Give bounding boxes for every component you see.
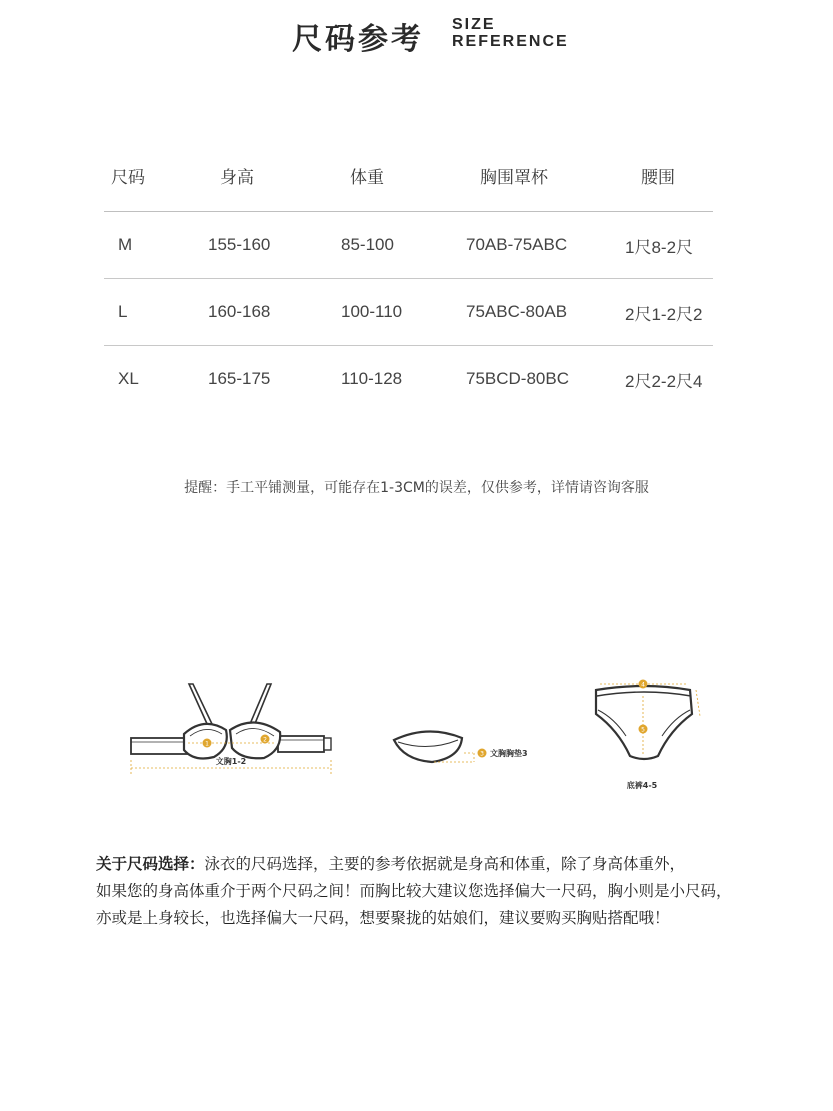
advice-text-1: 泳衣的尺码选择，主要的参考依据就是身高和体重，除了身高体重外，: [204, 855, 686, 873]
height-cell: 155-160: [208, 235, 271, 254]
table-row: [104, 346, 713, 412]
bra-caption: 文胸1-2: [215, 757, 247, 766]
size-cell: XL: [118, 369, 139, 388]
table-row: [104, 279, 713, 346]
svg-text:2: 2: [263, 736, 267, 744]
bust-cup-cell: 75BCD-80BC: [466, 369, 569, 388]
measurement-note: 提醒：手工平铺测量，可能存在1-3CM的误差，仅供参考，详情请咨询客服: [184, 480, 649, 496]
column-header-size: 尺码: [111, 168, 145, 188]
bust-cup-cell: 75ABC-80AB: [466, 302, 568, 321]
page-title: 尺码参考: [292, 22, 424, 57]
svg-text:5: 5: [641, 726, 645, 734]
pad-diagram: [388, 720, 538, 770]
advice-line-3: 亦或是上身较长，也选择偏大一尺码，想要聚拢的姑娘们，建议要购买胸贴搭配哦！: [96, 909, 670, 927]
weight-cell: 110-128: [341, 369, 403, 388]
svg-text:4: 4: [641, 681, 645, 689]
pad-caption: 文胸胸垫3: [490, 749, 528, 758]
bra-illustration: [126, 678, 348, 778]
brief-illustration: [584, 672, 714, 796]
advice-line-2: 如果您的身高体重介于两个尺码之间！而胸比较大建议您选择偏大一尺码，胸小则是小尺码，: [96, 882, 732, 900]
brief-caption: 底裤4-5: [626, 781, 658, 790]
brief-diagram: [584, 672, 714, 796]
advice-line-1: [96, 851, 776, 878]
column-header-bust-cup: 胸围罩杯: [480, 168, 548, 188]
table-header-row: [104, 140, 713, 212]
size-cell: L: [118, 302, 128, 321]
waist-cell: 1尺8-2尺: [625, 237, 694, 257]
waist-cell: 2尺1-2尺2: [625, 304, 703, 324]
subtitle-line-2: REFERENCE: [452, 33, 569, 50]
column-header-waist: 腰围: [641, 168, 675, 188]
table-row: [104, 212, 713, 279]
height-cell: 165-175: [208, 369, 271, 388]
bust-cup-cell: 70AB-75ABC: [466, 235, 568, 254]
column-header-weight: 体重: [350, 168, 384, 188]
svg-text:1: 1: [205, 740, 209, 748]
subtitle-line-1: SIZE: [452, 16, 496, 33]
page-header: [0, 10, 833, 60]
column-header-height: 身高: [220, 168, 254, 188]
pad-illustration: [388, 720, 538, 770]
advice-lead: 关于尺码选择：: [96, 855, 205, 873]
svg-text:3: 3: [480, 750, 484, 758]
height-cell: 160-168: [208, 302, 271, 321]
waist-cell: 2尺2-2尺4: [625, 371, 703, 391]
bra-diagram: [126, 678, 348, 778]
size-advice: [96, 851, 776, 932]
page-subtitle: [452, 16, 569, 50]
size-table: [104, 140, 713, 412]
size-cell: M: [118, 235, 133, 254]
weight-cell: 100-110: [341, 302, 403, 321]
weight-cell: 85-100: [341, 235, 394, 254]
